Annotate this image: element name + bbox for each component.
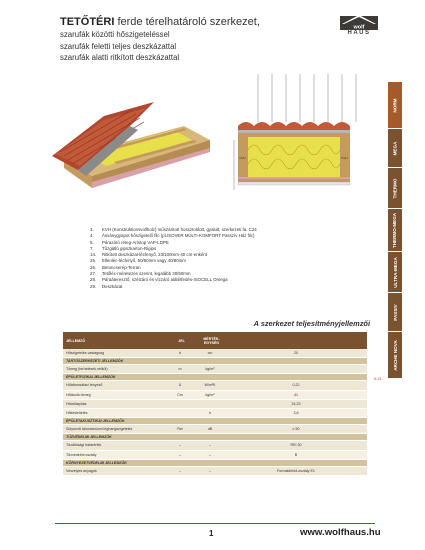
logo-brand: wolf	[353, 24, 365, 31]
tab-thermo-label: THERMO	[392, 178, 398, 198]
website-link[interactable]: www.wolfhaus.hu	[300, 527, 381, 538]
subtitle-line-1: szarufák közötti hőszigeteléssel	[60, 30, 170, 39]
legend-item: 5. Párazáró réteg-Aristop VAP-LDPE	[90, 239, 169, 245]
performance-table	[63, 332, 367, 476]
title-rest: ferde térelhatároló szerkezet,	[114, 16, 260, 28]
header-jel: JEL	[178, 338, 185, 343]
tab-thermo-mega-label: THERMO-MEGA	[392, 212, 398, 248]
legend-item: 14. Ritkított deszkázat-lécfenyő, 23/100mm-40 cm-enként	[90, 252, 207, 258]
header-mertekegyseg: MÉRTÉK- EGYSÉG	[203, 336, 220, 345]
table-section-row: TŰZVÉDELMI JELLEMZŐK	[63, 434, 367, 441]
table-header	[63, 332, 367, 349]
subtitle-line-2: szarufák feletti teljes deszkázattal	[60, 41, 177, 51]
logo-word: HAUS	[347, 30, 371, 36]
tab-norm-label: NORM	[392, 97, 398, 113]
legend-item: 25. Ellenléc-lécfenyő, 50/50mm vagy 40/80mm	[90, 258, 186, 264]
legend-item: 7. Tűzgátló gipszkarton-Rigips	[90, 245, 157, 251]
material-legend	[90, 227, 370, 290]
page-title	[60, 16, 310, 29]
tab-mega-label: MEGA	[392, 141, 398, 155]
tab-thermo[interactable]	[388, 168, 402, 208]
title-bold: TETŐTÉRI	[60, 16, 115, 28]
legend-item: 29. Deszkázat	[90, 283, 123, 289]
table-section-row: KÖRNYEZETVÉDELMI JELLEMZŐK	[63, 460, 367, 467]
roof-3d-illustration	[34, 96, 224, 196]
table-section-row: ÉPÜLETFIZIKAI JELLEMZŐK	[63, 374, 367, 381]
table-row: Hőtárolá tömeg Cm kg/m² 41	[63, 391, 367, 400]
tab-passiv[interactable]	[388, 293, 402, 331]
tab-ultra-mega[interactable]	[388, 252, 402, 292]
legend-item: 3. KVH (Konstruktionsvollholz) műszárított hossztoldott, gyalult, szerkezeti fa, C24	[90, 227, 257, 232]
subtitle-line-3: szarufák alatti ritkított deszkázattal	[60, 53, 180, 62]
table-row: Súlyozott laboratóriumi léghangszigetelés Rw dB ≥ 50	[63, 425, 367, 434]
table-row: Tömeg (terhelések nélkül) m kg/m²	[63, 365, 367, 374]
tab-ultra-mega-label: ULTRA-MEGA	[392, 256, 398, 288]
table-row: Veszélyes anyagok – – Formaldehid-osztály E1	[63, 467, 367, 476]
table-section-row: ÉPÜLETAKUSZTIKAI JELLEMZŐK	[63, 418, 367, 425]
kvh-label-left: KVH	[239, 156, 246, 160]
legend-item: 28. Páraáteresztő, szélzáró és vízzáró alátétfedés-ISOCELL Omega	[90, 277, 228, 283]
table-row: Tűzállósági határérték – – REI 30	[63, 441, 367, 450]
legend-item: 4. Ásványgyapot hőszigetelő filc (pl.ISOVER MULTI-KOMFORT Passzív Ház filc)	[90, 233, 255, 239]
table-row: Hőkésleltetés h 3,6	[63, 409, 367, 418]
header-jellemzo: JELLEMZŐ	[66, 338, 86, 343]
roof-section-drawing	[208, 70, 378, 200]
tab-passiv-label: PASSIV	[392, 303, 398, 321]
page-number: 1	[209, 529, 214, 538]
tab-norm[interactable]	[388, 82, 402, 128]
header-value	[225, 332, 367, 349]
table-row: Hőcsillapítás 24,25	[63, 400, 367, 409]
legend-item: 27. Tetőléc-méretezés szerint, legalább 30/50mm	[90, 271, 191, 277]
table-row: Hőátbocsátási tényező U W/m²K 0,22	[63, 381, 367, 390]
footer-divider	[55, 523, 375, 524]
table-row: Tűzvédelmi osztály – – B	[63, 451, 367, 460]
tab-arche-nova[interactable]	[388, 332, 402, 378]
tab-arche-nova-label: ARCHE NOVA	[392, 339, 398, 371]
side-note-value: 0,21	[374, 376, 382, 381]
table-section-row: TARTÓSZERKEZETI JELLEMZŐK	[63, 358, 367, 365]
tab-mega[interactable]	[388, 129, 402, 167]
legend-item: 26. Betoncserép-Terran	[90, 264, 141, 270]
table-row: Hőszigetelés vastagság h cm 20	[63, 349, 367, 358]
table-title: A szerkezet teljesítményjellemzői	[253, 319, 370, 328]
kvh-label-right: KVH	[341, 156, 348, 160]
tab-thermo-mega[interactable]	[388, 209, 402, 251]
title-block	[60, 16, 310, 64]
